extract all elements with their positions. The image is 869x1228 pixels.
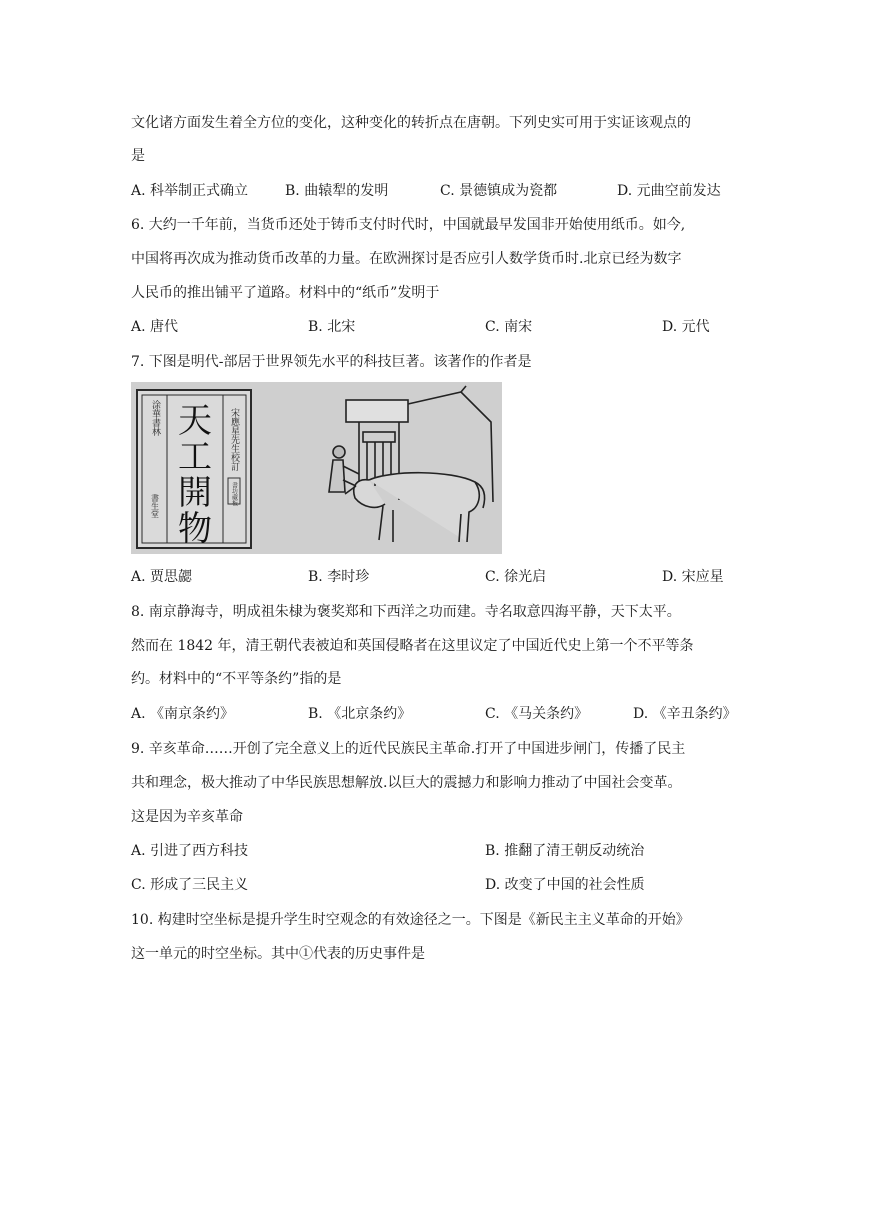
- q8-option-d[interactable]: D. 《辛丑条约》: [633, 706, 737, 722]
- q5-option-a[interactable]: A. 科举制正式确立: [131, 183, 249, 199]
- q8-stem-line-3: 约。材料中的“不平等条约”指的是: [131, 671, 342, 687]
- q7-stem-line-1: 7. 下图是明代-部居于世界领先水平的科技巨著。该著作的作者是: [131, 354, 532, 370]
- cover-title-char-3: 開: [178, 473, 212, 513]
- q8-option-b[interactable]: B. 《北京条约》: [308, 706, 412, 722]
- cover-title-char-1: 天: [178, 401, 212, 441]
- q6-option-d[interactable]: D. 元代: [662, 319, 710, 335]
- q7-option-a[interactable]: A. 贾思勰: [131, 569, 193, 585]
- q6-stem-line-3: 人民币的推出铺平了道路。材料中的“纸币”发明于: [131, 285, 440, 301]
- q5-option-c[interactable]: C. 景德镇成为瓷都: [440, 183, 558, 199]
- q9-option-a[interactable]: A. 引进了西方科技: [131, 843, 249, 859]
- cover-title-char-2: 工: [178, 437, 212, 477]
- q9-option-c[interactable]: C. 形成了三民主义: [131, 877, 249, 893]
- q9-stem-line-2: 共和理念，极大推动了中华民族思想解放.以巨大的震撼力和影响力推动了中国社会变革。: [131, 775, 682, 791]
- q10-stem-line-1: 10. 构建时空坐标是提升学生时空观念的有效途径之一。下图是《新民主主义革命的开始》: [131, 912, 690, 928]
- q9-stem-line-3: 这是因为辛亥革命: [131, 809, 243, 825]
- q5-stem-line-1: 文化诸方面发生着全方位的变化，这种变化的转折点在唐朝。下列史实可用于实证该观点的: [131, 115, 691, 131]
- q7-option-c[interactable]: C. 徐光启: [485, 569, 547, 585]
- q9-option-d[interactable]: D. 改变了中国的社会性质: [485, 877, 645, 893]
- cover-bottom-text: 書生堂: [150, 494, 160, 518]
- q7-option-b[interactable]: B. 李时珍: [308, 569, 370, 585]
- q6-option-a[interactable]: A. 唐代: [131, 319, 179, 335]
- q6-stem-line-2: 中国将再次成为推动货币改革的力量。在欧洲探讨是否应引人数学货币时.北京已经为数字: [131, 251, 682, 267]
- q7-option-d[interactable]: D. 宋应星: [662, 569, 724, 585]
- cover-right-column-text: 宋應星先生校訂: [229, 408, 239, 471]
- tiangong-kaiwu-image: [131, 382, 502, 554]
- q5-option-d[interactable]: D. 元曲空前发达: [617, 183, 721, 199]
- q10-stem-line-2: 这一单元的时空坐标。其中①代表的历史事件是: [131, 946, 425, 962]
- cover-left-column-text: 涂華書林: [150, 400, 160, 436]
- q9-stem-line-1: 9. 辛亥革命……开创了完全意义上的近代民族民主革命.打开了中国进步闸门，传播了民主: [131, 741, 686, 757]
- q5-stem-line-2: 是: [131, 148, 145, 164]
- q6-option-b[interactable]: B. 北宋: [308, 319, 356, 335]
- q8-option-a[interactable]: A. 《南京条约》: [131, 706, 235, 722]
- q8-stem-line-2: 然而在 1842 年，清王朝代表被迫和英国侵略者在这里议定了中国近代史上第一个不平等条: [131, 638, 694, 654]
- cover-title-char-4: 物: [178, 509, 212, 549]
- q8-option-c[interactable]: C. 《马关条约》: [485, 706, 589, 722]
- q6-option-c[interactable]: C. 南宋: [485, 319, 533, 335]
- q5-option-b[interactable]: B. 曲辕犁的发明: [285, 183, 389, 199]
- q8-stem-line-1: 8. 南京静海寺，明成祖朱棣为褒奖郑和下西洋之功而建。寺名取意四海平静，天下太平。: [131, 604, 681, 620]
- cover-seal: 書坊藏板: [230, 482, 238, 506]
- q6-stem-line-1: 6. 大约一千年前，当货币还处于铸币支付时代时，中国就最早发国非开始使用纸币。如今,: [131, 217, 686, 233]
- q9-option-b[interactable]: B. 推翻了清王朝反动统治: [485, 843, 645, 859]
